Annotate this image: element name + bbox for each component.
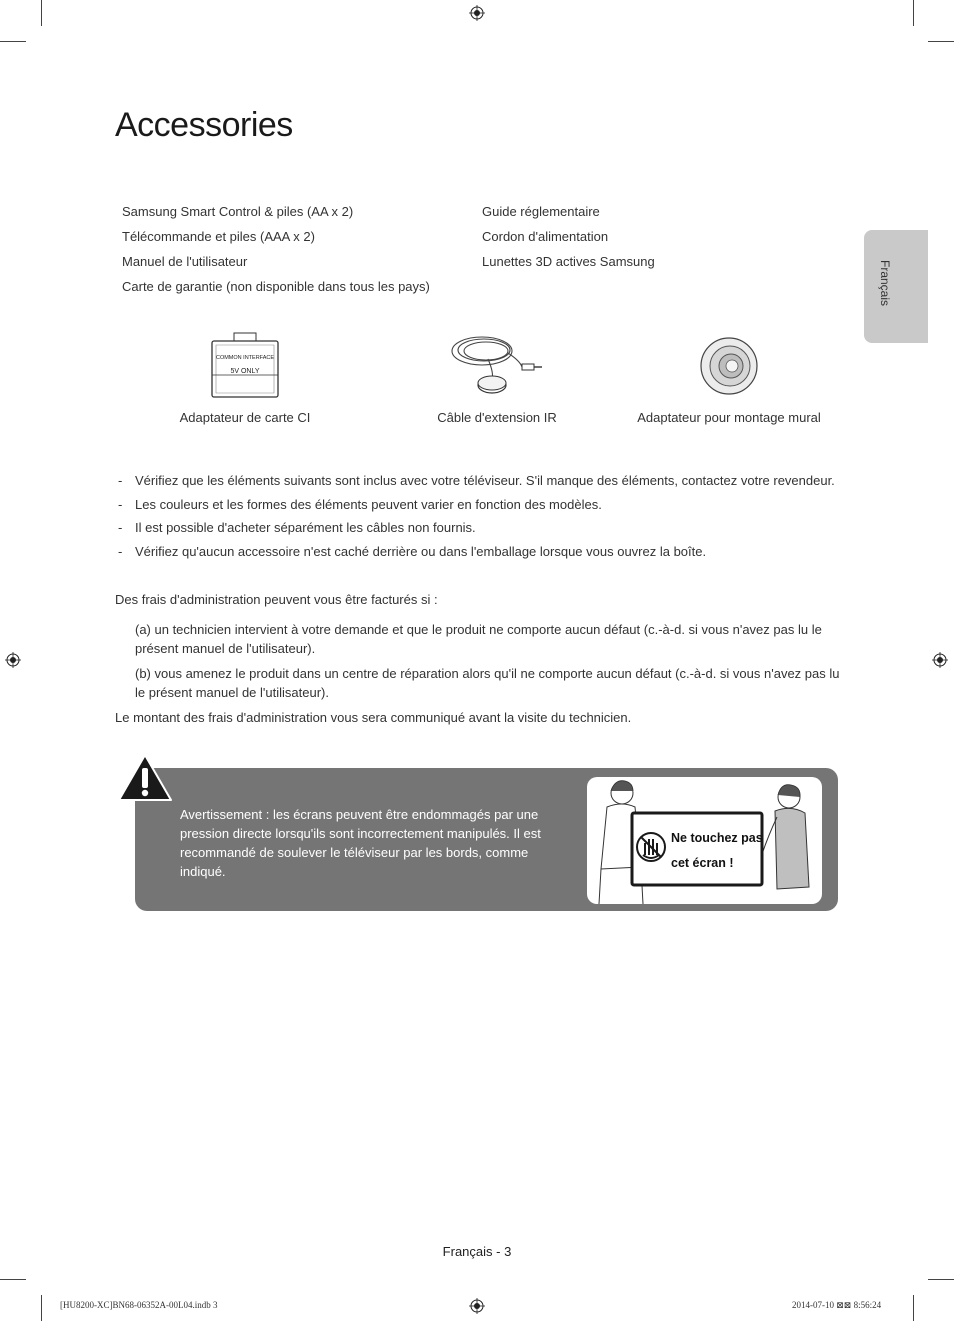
registration-mark-icon <box>469 5 485 21</box>
language-tab <box>864 230 928 343</box>
accessory-list-left <box>122 199 430 299</box>
list-item: - Les couleurs et les formes des éléments peuvent varier en fonction des modèles. <box>118 493 858 517</box>
page-number: Français - 3 <box>442 1244 512 1259</box>
accessory-list-right <box>482 199 655 274</box>
fees-outro: Le montant des frais d'administration vous sera communiqué avant la visite du technicien. <box>115 709 632 725</box>
crop-mark <box>928 1279 954 1280</box>
bullet-dash: - <box>118 496 123 512</box>
crop-mark <box>0 1279 26 1280</box>
ci-adapter-caption: Adaptateur de carte CI <box>179 410 311 425</box>
page-title: Accessories <box>115 106 293 144</box>
warning-text <box>180 805 560 881</box>
registration-mark-icon <box>5 652 21 668</box>
crop-mark <box>41 0 42 26</box>
do-not-touch-sign <box>671 826 763 876</box>
warning-label: Avertissement <box>180 807 263 822</box>
bullet-dash: - <box>118 543 123 559</box>
list-item: Manuel de l'utilisateur <box>122 254 248 269</box>
list-item: Lunettes 3D actives Samsung <box>482 254 655 269</box>
language-tab-label: Français <box>878 260 892 307</box>
bullet-dash: - <box>118 473 123 488</box>
ir-cable-image <box>448 331 544 401</box>
admin-fees-section <box>115 590 840 727</box>
sign-line: Ne touchez pas <box>671 831 763 845</box>
imprint-timestamp: 2014-07-10 ⊠⊠ 8:56:24 <box>792 1300 882 1310</box>
ir-cable-caption: Câble d'extension IR <box>437 410 557 425</box>
fees-intro: Des frais d'administration peuvent vous être facturés si : <box>115 592 438 607</box>
wall-mount-adapter-image <box>700 335 760 397</box>
list-item: Carte de garantie (non disponible dans tous les pays) <box>122 279 430 294</box>
registration-mark-icon <box>932 652 948 668</box>
crop-mark <box>913 1295 914 1321</box>
bullet-dash: - <box>118 520 123 535</box>
list-item: - Vérifiez qu'aucun accessoire n'est caché derrière ou dans l'emballage lorsque vous ouvrez la boîte. <box>118 540 858 564</box>
list-item: - Vérifiez que les éléments suivants sont inclus avec votre téléviseur. S'il manque des éléments, contactez votre revendeur. <box>118 469 858 493</box>
crop-mark <box>928 41 954 42</box>
fees-condition-b: (b) vous amenez le produit dans un centre de réparation alors qu'il ne comporte aucun défaut (c.-à-d. si vous n'avez pas lu le présent manuel de l'utilisateur). <box>135 665 840 700</box>
warning-triangle-icon <box>117 753 173 803</box>
list-item: - Il est possible d'acheter séparément les câbles non fournis. <box>118 516 858 540</box>
list-item: Samsung Smart Control & piles (AA x 2) <box>122 204 354 219</box>
crop-mark <box>41 1295 42 1321</box>
imprint-file: [HU8200-XC]BN68-06352A-00L04.indb 3 <box>60 1300 218 1310</box>
warning-body: : les écrans peuvent être endommagés par une pression directe lorsqu'ils sont incorrectement manipulés. Il est recommandé de soulever le téléviseur par les bords, comme indiqué. <box>180 807 541 879</box>
list-item: Télécommande et piles (AAA x 2) <box>122 229 315 244</box>
ci-card-adapter-image <box>208 331 282 401</box>
list-item: Cordon d'alimentation <box>482 229 609 244</box>
list-item: Guide réglementaire <box>482 204 600 219</box>
fees-condition-a: (a) un technicien intervient à votre demande et que le produit ne comporte aucun défaut (c.-à-d. si vous n'avez pas lu le présent manuel de l'utilisateur). <box>135 621 822 656</box>
ci-card-label: 5V ONLY <box>230 368 260 375</box>
registration-mark-icon <box>469 1298 485 1314</box>
crop-mark <box>0 41 26 42</box>
wall-mount-caption: Adaptateur pour montage mural <box>637 410 821 425</box>
crop-mark <box>913 0 914 26</box>
ci-card-label: COMMON INTERFACE <box>215 355 275 361</box>
notes-list <box>118 469 858 563</box>
sign-line: cet écran ! <box>671 856 734 870</box>
